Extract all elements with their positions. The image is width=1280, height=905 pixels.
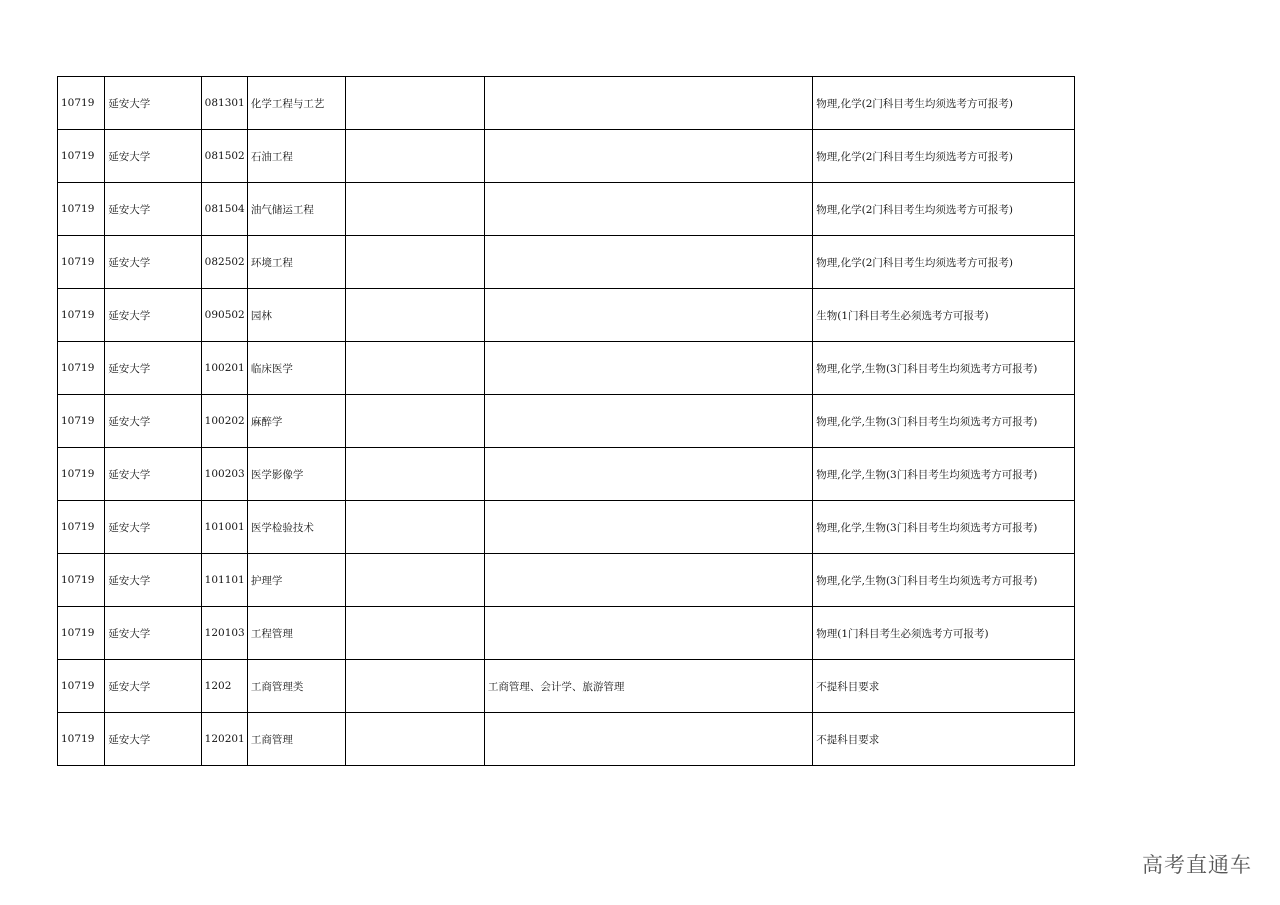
school-name-cell: 延安大学 [105, 395, 201, 448]
subject-requirement-cell: 物理,化学,生物(3门科目考生均须选考方可报考) [813, 395, 1075, 448]
blank-cell [346, 342, 485, 395]
major-name-cell: 护理学 [247, 554, 346, 607]
school-name-cell: 延安大学 [105, 289, 201, 342]
school-code-cell: 10719 [58, 501, 105, 554]
included-majors-cell [484, 554, 812, 607]
major-code-cell: 082502 [201, 236, 247, 289]
subject-requirement-cell: 不提科目要求 [813, 713, 1075, 766]
subject-requirement-cell: 物理,化学,生物(3门科目考生均须选考方可报考) [813, 342, 1075, 395]
included-majors-cell [484, 501, 812, 554]
school-code-cell: 10719 [58, 183, 105, 236]
school-code-cell: 10719 [58, 77, 105, 130]
blank-cell [346, 130, 485, 183]
school-code-cell: 10719 [58, 236, 105, 289]
blank-cell [346, 236, 485, 289]
table-row [58, 289, 1075, 342]
subject-requirement-cell: 物理,化学,生物(3门科目考生均须选考方可报考) [813, 501, 1075, 554]
major-code-cell: 120103 [201, 607, 247, 660]
table-row [58, 607, 1075, 660]
school-name-cell: 延安大学 [105, 448, 201, 501]
blank-cell [346, 289, 485, 342]
table-row [58, 77, 1075, 130]
watermark-text: 高考直通车 [1142, 853, 1252, 877]
school-code-cell: 10719 [58, 130, 105, 183]
table-row [58, 713, 1075, 766]
blank-cell [346, 77, 485, 130]
admission-table [57, 76, 1075, 766]
blank-cell [346, 554, 485, 607]
subject-requirement-cell: 物理,化学,生物(3门科目考生均须选考方可报考) [813, 448, 1075, 501]
major-name-cell: 环境工程 [247, 236, 346, 289]
subject-requirement-cell: 物理,化学,生物(3门科目考生均须选考方可报考) [813, 554, 1075, 607]
included-majors-cell [484, 236, 812, 289]
subject-requirement-cell: 物理,化学(2门科目考生均须选考方可报考) [813, 236, 1075, 289]
table-row [58, 236, 1075, 289]
included-majors-cell [484, 289, 812, 342]
major-name-cell: 医学检验技术 [247, 501, 346, 554]
table-row [58, 183, 1075, 236]
included-majors-cell [484, 607, 812, 660]
subject-requirement-cell: 物理(1门科目考生必须选考方可报考) [813, 607, 1075, 660]
major-name-cell: 麻醉学 [247, 395, 346, 448]
blank-cell [346, 183, 485, 236]
table-row [58, 501, 1075, 554]
included-majors-cell: 工商管理、会计学、旅游管理 [484, 660, 812, 713]
blank-cell [346, 607, 485, 660]
major-code-cell: 100202 [201, 395, 247, 448]
major-code-cell: 081504 [201, 183, 247, 236]
included-majors-cell [484, 713, 812, 766]
blank-cell [346, 501, 485, 554]
subject-requirement-cell: 物理,化学(2门科目考生均须选考方可报考) [813, 130, 1075, 183]
blank-cell [346, 713, 485, 766]
major-name-cell: 工商管理类 [247, 660, 346, 713]
major-name-cell: 园林 [247, 289, 346, 342]
major-name-cell: 工程管理 [247, 607, 346, 660]
table-row [58, 660, 1075, 713]
major-code-cell: 101001 [201, 501, 247, 554]
included-majors-cell [484, 77, 812, 130]
school-code-cell: 10719 [58, 342, 105, 395]
major-name-cell: 化学工程与工艺 [247, 77, 346, 130]
school-name-cell: 延安大学 [105, 77, 201, 130]
school-code-cell: 10719 [58, 554, 105, 607]
major-code-cell: 090502 [201, 289, 247, 342]
included-majors-cell [484, 448, 812, 501]
included-majors-cell [484, 130, 812, 183]
major-code-cell: 1202 [201, 660, 247, 713]
table-row [58, 448, 1075, 501]
school-name-cell: 延安大学 [105, 607, 201, 660]
school-code-cell: 10719 [58, 660, 105, 713]
subject-requirement-cell: 物理,化学(2门科目考生均须选考方可报考) [813, 77, 1075, 130]
major-code-cell: 081502 [201, 130, 247, 183]
school-name-cell: 延安大学 [105, 342, 201, 395]
school-name-cell: 延安大学 [105, 501, 201, 554]
table-body [58, 77, 1075, 766]
school-code-cell: 10719 [58, 713, 105, 766]
school-name-cell: 延安大学 [105, 660, 201, 713]
school-name-cell: 延安大学 [105, 236, 201, 289]
major-name-cell: 医学影像学 [247, 448, 346, 501]
subject-requirement-cell: 物理,化学(2门科目考生均须选考方可报考) [813, 183, 1075, 236]
table-row [58, 554, 1075, 607]
blank-cell [346, 395, 485, 448]
major-code-cell: 101101 [201, 554, 247, 607]
included-majors-cell [484, 342, 812, 395]
major-name-cell: 临床医学 [247, 342, 346, 395]
table-row [58, 130, 1075, 183]
school-name-cell: 延安大学 [105, 183, 201, 236]
major-name-cell: 石油工程 [247, 130, 346, 183]
blank-cell [346, 660, 485, 713]
major-name-cell: 油气储运工程 [247, 183, 346, 236]
table-row [58, 395, 1075, 448]
subject-requirement-cell: 不提科目要求 [813, 660, 1075, 713]
major-code-cell: 100201 [201, 342, 247, 395]
included-majors-cell [484, 395, 812, 448]
school-code-cell: 10719 [58, 395, 105, 448]
major-name-cell: 工商管理 [247, 713, 346, 766]
major-code-cell: 120201 [201, 713, 247, 766]
school-name-cell: 延安大学 [105, 130, 201, 183]
school-code-cell: 10719 [58, 289, 105, 342]
school-name-cell: 延安大学 [105, 554, 201, 607]
major-code-cell: 081301 [201, 77, 247, 130]
school-code-cell: 10719 [58, 448, 105, 501]
school-code-cell: 10719 [58, 607, 105, 660]
major-code-cell: 100203 [201, 448, 247, 501]
subject-requirement-cell: 生物(1门科目考生必须选考方可报考) [813, 289, 1075, 342]
blank-cell [346, 448, 485, 501]
table-row [58, 342, 1075, 395]
included-majors-cell [484, 183, 812, 236]
school-name-cell: 延安大学 [105, 713, 201, 766]
